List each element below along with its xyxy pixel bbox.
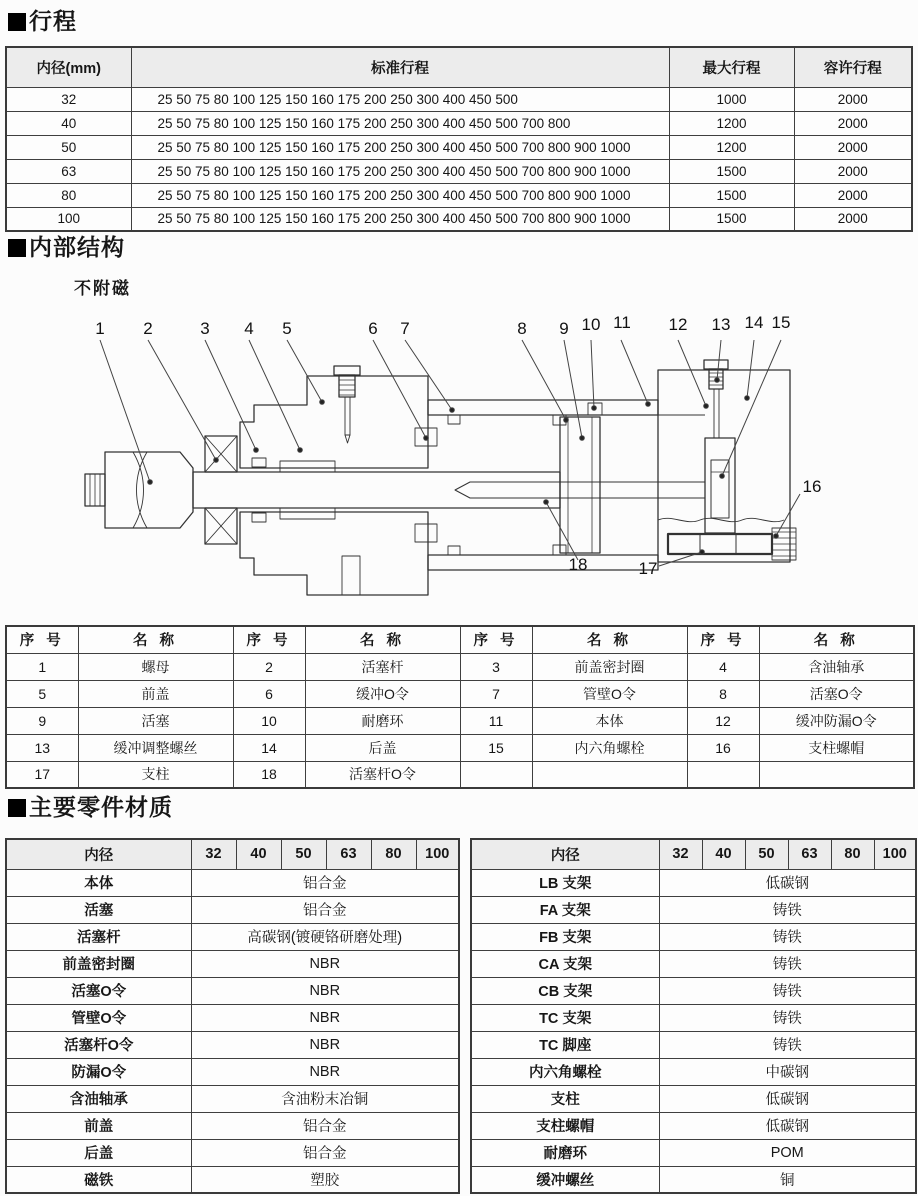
column-header: 内径	[471, 839, 659, 869]
material-cell: NBR	[191, 1058, 459, 1085]
table-row	[6, 1166, 459, 1193]
index-cell: 15	[460, 734, 532, 761]
part-name-cell: 活塞O令	[6, 977, 191, 1004]
column-header: 名 称	[759, 626, 914, 653]
material-cell: 低碳钢	[659, 869, 916, 896]
part-name-cell: 耐磨环	[471, 1139, 659, 1166]
index-cell: 13	[6, 734, 78, 761]
max-stroke-cell: 1200	[669, 135, 794, 159]
material-cell: POM	[659, 1139, 916, 1166]
part-name-cell: 支柱	[471, 1085, 659, 1112]
callout-label: 2	[143, 319, 153, 338]
callout-label: 14	[744, 313, 764, 332]
index-cell: 12	[687, 707, 759, 734]
table-row	[6, 1085, 459, 1112]
cylinder-drawing	[85, 360, 796, 595]
table-row	[6, 1031, 459, 1058]
material-cell: NBR	[191, 1031, 459, 1058]
index-cell: 1	[6, 653, 78, 680]
material-cell: 塑胶	[191, 1166, 459, 1193]
max-stroke-cell: 1500	[669, 207, 794, 231]
index-cell: 9	[6, 707, 78, 734]
table-row	[6, 653, 914, 680]
part-name-cell: CA 支架	[471, 950, 659, 977]
part-name-cell: FA 支架	[471, 896, 659, 923]
column-header: 40	[702, 839, 745, 869]
material-cell: 高碳钢(镀硬铬研磨处理)	[191, 923, 459, 950]
part-name-cell: CB 支架	[471, 977, 659, 1004]
max-stroke-cell: 1000	[669, 87, 794, 111]
table-row	[6, 734, 914, 761]
column-header: 100	[416, 839, 459, 869]
column-header: 名 称	[78, 626, 233, 653]
part-name-cell: 活塞杆	[305, 653, 460, 680]
part-name-cell: LB 支架	[471, 869, 659, 896]
table-row	[471, 1139, 916, 1166]
callout-label: 13	[711, 315, 731, 334]
section-title-structure	[8, 236, 125, 259]
table-row	[6, 1004, 459, 1031]
stroke-table-header-row	[6, 47, 912, 87]
index-cell: 10	[233, 707, 305, 734]
column-header: 序 号	[233, 626, 305, 653]
callout-label: 6	[368, 319, 378, 338]
callout-label: 9	[559, 319, 569, 338]
part-name-cell: 螺母	[78, 653, 233, 680]
table-row	[6, 183, 912, 207]
part-name-cell: FB 支架	[471, 923, 659, 950]
table-row	[6, 1058, 459, 1085]
allowable-stroke-cell: 2000	[794, 111, 912, 135]
column-header: 63	[788, 839, 831, 869]
part-name-cell: 本体	[532, 707, 687, 734]
table-row	[6, 896, 459, 923]
max-stroke-cell: 1200	[669, 111, 794, 135]
table-row	[6, 680, 914, 707]
callout-label: 7	[400, 319, 410, 338]
material-cell: 铸铁	[659, 923, 916, 950]
part-name-cell: 含油轴承	[6, 1085, 191, 1112]
stroke-table	[5, 46, 913, 232]
part-name-cell: 内六角螺栓	[532, 734, 687, 761]
table-row	[471, 1166, 916, 1193]
callout-label: 8	[517, 319, 527, 338]
column-header: 最大行程	[669, 47, 794, 87]
part-name-cell: 含油轴承	[759, 653, 914, 680]
callout-labels	[95, 313, 821, 578]
material-cell: 中碳钢	[659, 1058, 916, 1085]
column-header: 32	[191, 839, 236, 869]
column-header: 32	[659, 839, 702, 869]
table-row	[471, 977, 916, 1004]
part-name-cell: 活塞O令	[759, 680, 914, 707]
standard-stroke-cell: 25 50 75 80 100 125 150 160 175 200 250 300 400 450 500 700 800 900 1000	[131, 207, 669, 231]
part-name-cell: 管壁O令	[6, 1004, 191, 1031]
material-cell: 含油粉末冶铜	[191, 1085, 459, 1112]
callout-label: 16	[802, 477, 822, 496]
bore-cell: 32	[6, 87, 131, 111]
table-row	[6, 950, 459, 977]
index-cell: 2	[233, 653, 305, 680]
material-cell: 铸铁	[659, 1031, 916, 1058]
material-cell: 铝合金	[191, 869, 459, 896]
index-cell	[460, 761, 532, 788]
standard-stroke-cell: 25 50 75 80 100 125 150 160 175 200 250 300 400 450 500 700 800 900 1000	[131, 159, 669, 183]
materials-table-left	[5, 838, 460, 1194]
column-header: 100	[874, 839, 916, 869]
column-header: 63	[326, 839, 371, 869]
part-name-cell: 支柱	[78, 761, 233, 788]
material-cell: 铸铁	[659, 1004, 916, 1031]
part-name-cell: TC 支架	[471, 1004, 659, 1031]
index-cell	[687, 761, 759, 788]
internal-structure-diagram	[0, 298, 918, 616]
standard-stroke-cell: 25 50 75 80 100 125 150 160 175 200 250 300 400 450 500 700 800 900 1000	[131, 183, 669, 207]
index-cell: 7	[460, 680, 532, 707]
table-row	[471, 950, 916, 977]
section-marker-icon	[8, 799, 26, 817]
part-name-cell: 支柱螺帽	[471, 1112, 659, 1139]
material-cell: 低碳钢	[659, 1085, 916, 1112]
part-name-cell: 缓冲螺丝	[471, 1166, 659, 1193]
column-header: 序 号	[687, 626, 759, 653]
section-title-text: 内部结构	[29, 234, 125, 260]
callout-label: 12	[668, 315, 688, 334]
index-cell: 4	[687, 653, 759, 680]
section-title-text: 行程	[29, 8, 77, 34]
section-title-materials	[8, 796, 173, 819]
column-header: 容许行程	[794, 47, 912, 87]
part-name-cell: 管壁O令	[532, 680, 687, 707]
part-name-cell: 活塞	[6, 896, 191, 923]
callout-label: 3	[200, 319, 210, 338]
table-row	[6, 869, 459, 896]
part-name-cell: 磁铁	[6, 1166, 191, 1193]
max-stroke-cell: 1500	[669, 159, 794, 183]
part-name-cell: 缓冲防漏O令	[759, 707, 914, 734]
part-name-cell: 前盖	[78, 680, 233, 707]
column-header: 80	[831, 839, 874, 869]
index-cell: 6	[233, 680, 305, 707]
table-row	[471, 923, 916, 950]
part-name-cell: 耐磨环	[305, 707, 460, 734]
allowable-stroke-cell: 2000	[794, 207, 912, 231]
table-row	[6, 87, 912, 111]
bore-cell: 40	[6, 111, 131, 135]
part-name-cell: 内六角螺栓	[471, 1058, 659, 1085]
callout-label: 5	[282, 319, 292, 338]
materials-header-row	[471, 839, 916, 869]
part-name-cell: 后盖	[6, 1139, 191, 1166]
index-cell: 5	[6, 680, 78, 707]
index-cell: 17	[6, 761, 78, 788]
index-cell: 3	[460, 653, 532, 680]
standard-stroke-cell: 25 50 75 80 100 125 150 160 175 200 250 300 400 450 500 700 800	[131, 111, 669, 135]
section-title-text: 主要零件材质	[29, 794, 173, 820]
callout-label: 15	[771, 313, 791, 332]
column-header: 50	[281, 839, 326, 869]
part-name-cell: 活塞杆O令	[305, 761, 460, 788]
table-row	[6, 1139, 459, 1166]
materials-header-row	[6, 839, 459, 869]
allowable-stroke-cell: 2000	[794, 183, 912, 207]
material-cell: 铸铁	[659, 896, 916, 923]
parts-table-header-row	[6, 626, 914, 653]
section-marker-icon	[8, 239, 26, 257]
material-cell: NBR	[191, 1004, 459, 1031]
table-row	[471, 1112, 916, 1139]
section-marker-icon	[8, 13, 26, 31]
column-header: 名 称	[305, 626, 460, 653]
allowable-stroke-cell: 2000	[794, 87, 912, 111]
table-row	[6, 111, 912, 135]
material-cell: 低碳钢	[659, 1112, 916, 1139]
bore-cell: 80	[6, 183, 131, 207]
index-cell: 14	[233, 734, 305, 761]
part-name-cell: 活塞杆O令	[6, 1031, 191, 1058]
material-cell: 铜	[659, 1166, 916, 1193]
section-title-stroke	[8, 10, 77, 33]
index-cell: 8	[687, 680, 759, 707]
part-name-cell: 本体	[6, 869, 191, 896]
material-cell: NBR	[191, 977, 459, 1004]
part-name-cell: 防漏O令	[6, 1058, 191, 1085]
part-name-cell: 活塞	[78, 707, 233, 734]
table-row	[6, 207, 912, 231]
table-row	[471, 869, 916, 896]
index-cell: 11	[460, 707, 532, 734]
column-header: 标准行程	[131, 47, 669, 87]
table-row	[471, 1085, 916, 1112]
table-row	[6, 135, 912, 159]
part-name-cell: 前盖	[6, 1112, 191, 1139]
callout-label: 4	[244, 319, 254, 338]
table-row	[6, 977, 459, 1004]
material-cell: 铝合金	[191, 896, 459, 923]
material-cell: 铸铁	[659, 977, 916, 1004]
column-header: 内径(mm)	[6, 47, 131, 87]
column-header: 名 称	[532, 626, 687, 653]
structure-subtitle: 不附磁	[74, 279, 131, 298]
bore-cell: 100	[6, 207, 131, 231]
table-row	[471, 1004, 916, 1031]
materials-table-right	[470, 838, 917, 1194]
index-cell: 16	[687, 734, 759, 761]
table-row	[6, 923, 459, 950]
allowable-stroke-cell: 2000	[794, 135, 912, 159]
bore-cell: 50	[6, 135, 131, 159]
part-name-cell: 缓冲调整螺丝	[78, 734, 233, 761]
table-row	[471, 1031, 916, 1058]
part-name-cell: 前盖密封圈	[532, 653, 687, 680]
part-name-cell	[759, 761, 914, 788]
material-cell: 铝合金	[191, 1112, 459, 1139]
callout-label: 17	[638, 559, 658, 578]
part-name-cell	[532, 761, 687, 788]
table-row	[6, 159, 912, 183]
index-cell: 18	[233, 761, 305, 788]
max-stroke-cell: 1500	[669, 183, 794, 207]
table-row	[471, 1058, 916, 1085]
part-name-cell: 后盖	[305, 734, 460, 761]
column-header: 序 号	[6, 626, 78, 653]
material-cell: 铝合金	[191, 1139, 459, 1166]
column-header: 40	[236, 839, 281, 869]
column-header: 序 号	[460, 626, 532, 653]
column-header: 内径	[6, 839, 191, 869]
column-header: 80	[371, 839, 416, 869]
table-row	[471, 896, 916, 923]
standard-stroke-cell: 25 50 75 80 100 125 150 160 175 200 250 300 400 450 500 700 800 900 1000	[131, 135, 669, 159]
callout-label: 10	[581, 315, 601, 334]
part-name-cell: 前盖密封圈	[6, 950, 191, 977]
table-row	[6, 1112, 459, 1139]
column-header: 50	[745, 839, 788, 869]
material-cell: NBR	[191, 950, 459, 977]
callout-label: 18	[568, 555, 588, 574]
standard-stroke-cell: 25 50 75 80 100 125 150 160 175 200 250 300 400 450 500	[131, 87, 669, 111]
bore-cell: 63	[6, 159, 131, 183]
parts-table	[5, 625, 915, 789]
allowable-stroke-cell: 2000	[794, 159, 912, 183]
part-name-cell: 缓冲O令	[305, 680, 460, 707]
material-cell: 铸铁	[659, 950, 916, 977]
part-name-cell: 支柱螺帽	[759, 734, 914, 761]
table-row	[6, 761, 914, 788]
part-name-cell: TC 脚座	[471, 1031, 659, 1058]
part-name-cell: 活塞杆	[6, 923, 191, 950]
callout-label: 1	[95, 319, 105, 338]
table-row	[6, 707, 914, 734]
callout-label: 11	[613, 313, 631, 332]
